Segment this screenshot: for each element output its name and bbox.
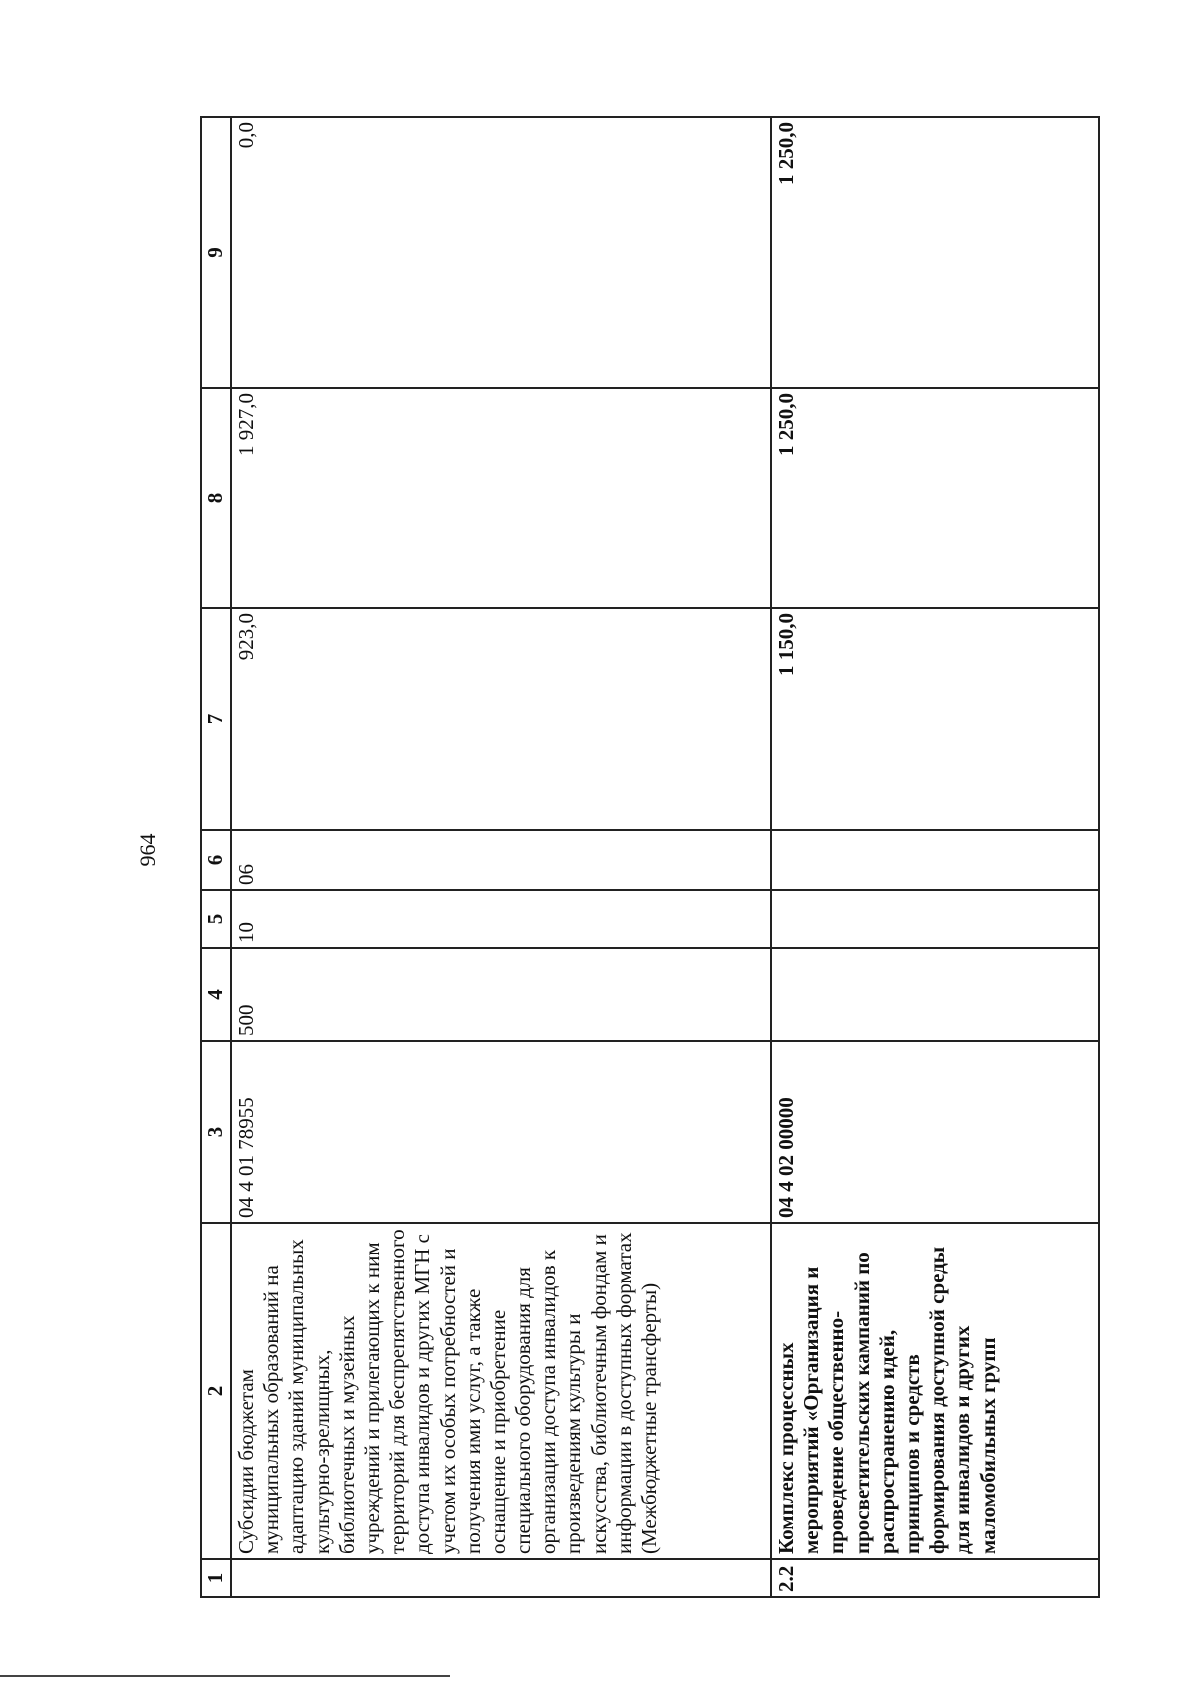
description-cell: Комплекс процессных мероприятий «Организация и проведение общественно-просветительских кампаний по распространению идей, принципов и средств формирования доступной среды для инвалидов и других маломобильных групп [771, 1223, 1099, 1559]
row-number-cell: 2.2 [771, 1559, 1099, 1597]
header-cell-3: 3 [201, 1041, 231, 1223]
section-cell: 10 [231, 890, 771, 948]
target-article-cell: 04 4 02 00000 [771, 1041, 1099, 1223]
amount-year-1-cell: 923,0 [231, 608, 771, 830]
row-number-cell [231, 1559, 771, 1597]
header-cell-1: 1 [201, 1559, 231, 1597]
header-cell-7: 7 [201, 608, 231, 830]
scan-bottom-line [0, 1675, 450, 1677]
subsection-cell [771, 830, 1099, 890]
table-row [231, 117, 771, 1597]
section-cell [771, 890, 1099, 948]
header-cell-2: 2 [201, 1223, 231, 1559]
header-row [201, 117, 231, 1597]
header-cell-8: 8 [201, 388, 231, 608]
subsection-cell: 06 [231, 830, 771, 890]
expense-type-cell: 500 [231, 948, 771, 1041]
amount-year-2-cell: 1 250,0 [771, 388, 1099, 608]
amount-year-2-cell: 1 927,0 [231, 388, 771, 608]
amount-year-1-cell: 1 150,0 [771, 608, 1099, 830]
budget-table [200, 116, 1100, 1598]
header-cell-5: 5 [201, 890, 231, 948]
header-cell-4: 4 [201, 948, 231, 1041]
header-cell-6: 6 [201, 830, 231, 890]
amount-year-3-cell: 0,0 [231, 117, 771, 388]
description-cell: Субсидии бюджетам муниципальных образований на адаптацию зданий муниципальных культурно-зрелищных, библиотечных и музейных учреждений и прилегающих к ним территорий для беспрепятственного доступа инвалидов и других МГН с учетом их особых потребностей и получения ими услуг, а также оснащение и приобретение специального оборудования для организации доступа инвалидов к произведениям культуры и искусства, библиотечным фондам и информации в доступных форматах (Межбюджетные трансферты) [231, 1223, 771, 1559]
header-cell-9: 9 [201, 117, 231, 388]
expense-type-cell [771, 948, 1099, 1041]
rotated-table-container [200, 118, 1100, 1598]
table-row [771, 117, 1099, 1597]
amount-year-3-cell: 1 250,0 [771, 117, 1099, 388]
target-article-cell: 04 4 01 78955 [231, 1041, 771, 1223]
page-number: 964 [135, 833, 160, 867]
